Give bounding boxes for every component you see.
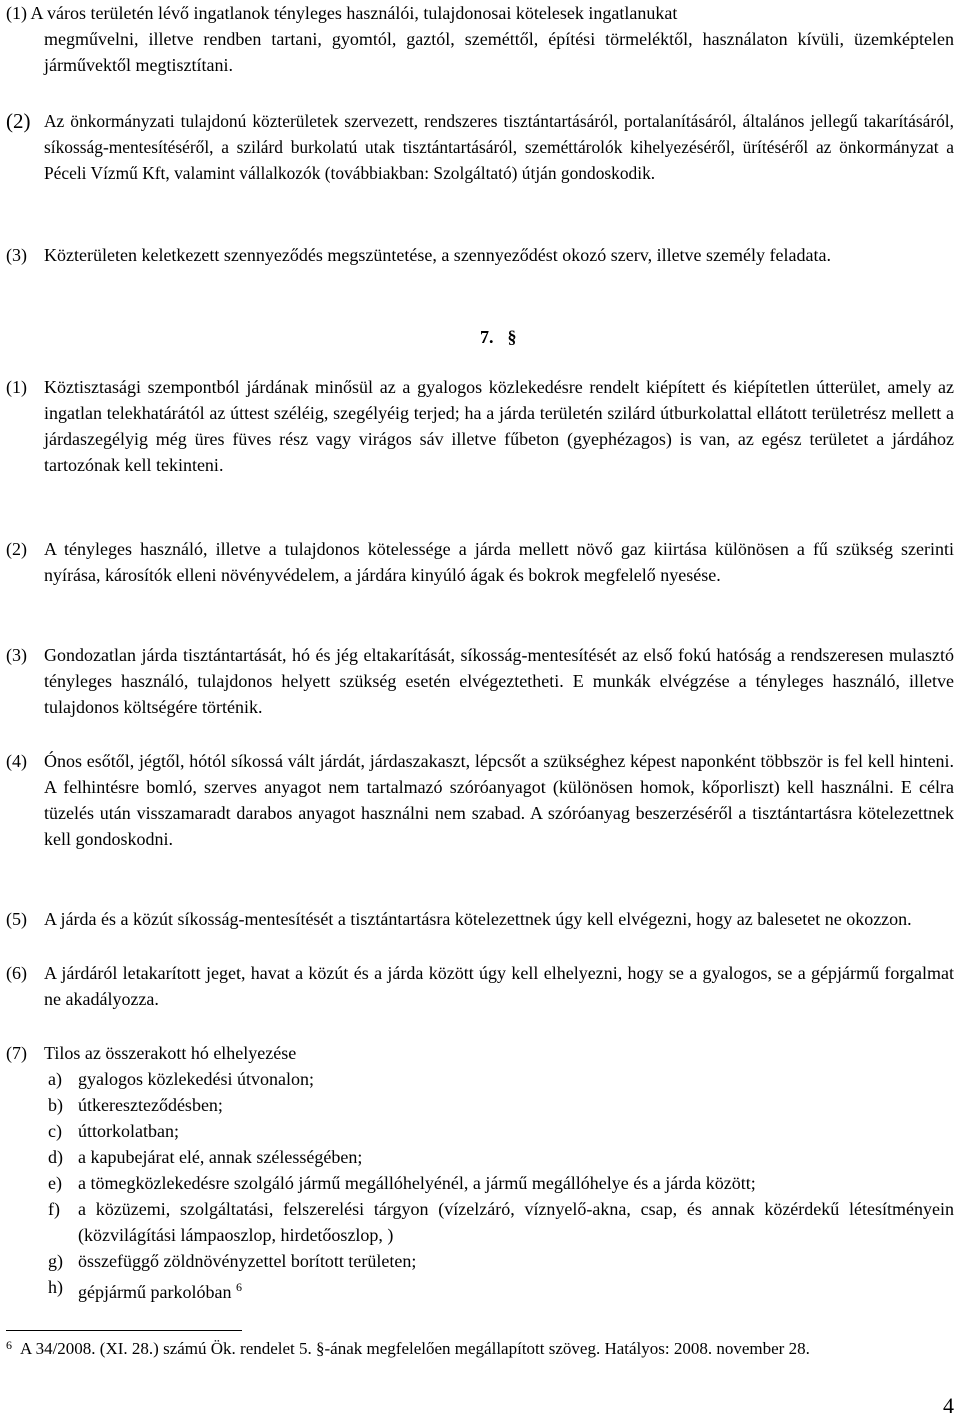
list-item-text: gyalogos közlekedési útvonalon; <box>78 1069 314 1089</box>
list-item-letter: c) <box>48 1121 62 1141</box>
section7-paragraph-3-number: (3) <box>6 645 27 665</box>
section7-paragraph-1-number: (1) <box>6 377 27 397</box>
section7-paragraph-4-number: (4) <box>6 751 27 771</box>
intro-paragraph-2 <box>6 108 954 186</box>
list-item-letter: e) <box>48 1173 62 1193</box>
intro-paragraph-3-text: Közterületen keletkezett szennyeződés megszüntetése, a szennyeződést okozó szerv, illetve személy feladata. <box>44 245 831 265</box>
section7-paragraph-3-text: Gondozatlan járda tisztántartását, hó és jég eltakarítását, síkosság-mentesítését az első fokú hatóság a rendszeresen mulasztó tényleges használó, tulajdonos helyett szükség esetén elvégeztetheti. E munkák elvégzése a tényleges használó, illetve tulajdonos költségére történik. <box>44 645 954 717</box>
list-item-letter: h) <box>48 1277 63 1297</box>
section7-paragraph-7-number: (7) <box>6 1043 27 1063</box>
intro-paragraph-2-text: Az önkormányzati tulajdonú közterületek szervezett, rendszeres tisztántartásáról, portalanításáról, általános jellegű takarításáról, síkosság-mentesítéséről, a szilárd burkolatú utak tisztántartásáról, szeméttárolók kihelyezéséről, ürítéséről az önkormányzat a Péceli Vízmű Kft, valamint vállalkozók (továbbiakban: Szolgáltató) útján gondoskodik. <box>44 111 954 183</box>
footnote-divider <box>6 1330 242 1331</box>
list-item <box>48 1274 954 1305</box>
list-item-letter: g) <box>48 1251 63 1271</box>
section7-paragraph-6 <box>6 960 954 1012</box>
list-item-text: úttorkolatban; <box>78 1121 179 1141</box>
list-item <box>48 1170 954 1196</box>
page-number: 4 <box>943 1393 954 1418</box>
section7-paragraph-4-text: Ónos esőtől, jégtől, hótól síkossá vált járdát, járdaszakaszt, lépcsőt a szükséghez képest naponként többször is fel kell hinteni. A felhintésre bomló, szerves anyagot nem tartalmazó szóróanyagot (különösen homok, kőporliszt) kell használni. E célra tüzelés után visszamaradt darabos anyagot használni nem szabad. A szóróanyag beszerzéséről a tisztántartásra kötelezettnek kell gondoskodni. <box>44 751 954 849</box>
section-sign: § <box>507 327 517 347</box>
list-item <box>48 1144 954 1170</box>
section7-paragraph-5-number: (5) <box>6 909 27 929</box>
section7-paragraph-1 <box>6 374 954 478</box>
list-item <box>48 1248 954 1274</box>
intro-paragraph-1-text-start: A város területén lévő ingatlanok tényleges használói, tulajdonosai kötelesek ingatlanukat <box>30 3 678 23</box>
section7-paragraph-4 <box>6 748 954 852</box>
section7-paragraph-2-number: (2) <box>6 539 27 559</box>
section-number: 7. <box>480 327 494 347</box>
list-item-text: a kapubejárat elé, annak szélességében; <box>78 1147 363 1167</box>
list-item <box>48 1118 954 1144</box>
section7-paragraph-1-text: Köztisztasági szempontból járdának minősül az a gyalogos közlekedésre rendelt kiépített és kiépítetlen útterület, amely az ingatlan telekhatárától az úttest széléig, szegélyéig terjed; ha a járda területén szilárd útburkolattal ellátott területrész mellett a járdaszegélyig még üres füves rész vagy virágos sáv illetve fűbeton (gyephézagos) is van, az egész területet a járdához tartozónak kell tekinteni. <box>44 377 954 475</box>
footnote-reference[interactable]: 6 <box>235 1280 242 1294</box>
list-item-letter: a) <box>48 1069 62 1089</box>
snow-placement-list <box>48 1066 954 1305</box>
list-item-text: útkereszteződésben; <box>78 1095 223 1115</box>
intro-paragraph-1 <box>6 0 954 78</box>
footnote-mark: 6 <box>6 1338 12 1352</box>
list-item-text: a tömegközlekedésre szolgáló jármű megállóhelyénél, a jármű megállóhelye és a járda között; <box>78 1173 756 1193</box>
section7-paragraph-7-text: Tilos az összerakott hó elhelyezése <box>44 1043 297 1063</box>
list-item-letter: b) <box>48 1095 63 1115</box>
list-item-text <box>78 1274 954 1305</box>
section7-paragraph-6-number: (6) <box>6 963 27 983</box>
section7-paragraph-2-text: A tényleges használó, illetve a tulajdonos kötelessége a járda mellett növő gaz kiirtása különösen a fű szükség szerinti nyírása, károsítók elleni növényvédelem, a járdára kinyúló ágak és bokrok megfelelő nyesése. <box>44 539 954 585</box>
section7-paragraph-6-text: A járdáról letakarított jeget, havat a közút és a járda között úgy kell elhelyezni, hogy se a gyalogos, se a gépjármű forgalmat ne akadályozza. <box>44 963 954 1009</box>
list-item-letter: d) <box>48 1147 63 1167</box>
list-item <box>48 1066 954 1092</box>
list-item-letter: f) <box>48 1199 60 1219</box>
footnote <box>6 1336 954 1362</box>
intro-paragraph-1-number: (1) <box>6 3 27 23</box>
section7-paragraph-3 <box>6 642 954 720</box>
list-item <box>48 1092 954 1118</box>
section7-paragraph-7 <box>6 1040 954 1066</box>
intro-paragraph-1-line1 <box>6 0 954 26</box>
section-heading <box>480 324 560 350</box>
intro-paragraph-3 <box>6 242 954 268</box>
list-item-text: a közüzemi, szolgáltatási, felszerelési tárgyon (vízelzáró, víznyelő-akna, csap, és annak közérdekű létesítményein (közvilágítási lámpaoszlop, hirdetőoszlop, ) <box>78 1199 954 1245</box>
intro-paragraph-3-number: (3) <box>6 245 27 265</box>
list-item-text: összefüggő zöldnövényzettel borított területen; <box>78 1251 417 1271</box>
section7-paragraph-5 <box>6 906 954 932</box>
intro-paragraph-2-number: (2) <box>6 109 31 133</box>
list-item <box>48 1196 954 1248</box>
section7-paragraph-5-text: A járda és a közút síkosság-mentesítését a tisztántartásra kötelezettnek úgy kell elvégezni, hogy az balesetet ne okozzon. <box>44 909 912 929</box>
section7-paragraph-2 <box>6 536 954 588</box>
intro-paragraph-1-text-rest: megművelni, illetve rendben tartani, gyomtól, gaztól, szeméttől, építési törmeléktől, használaton kívüli, üzemképtelen járművektől megtisztítani. <box>44 29 954 75</box>
footnote-text: A 34/2008. (XI. 28.) számú Ök. rendelet 5. §-ának megfelelően megállapított szöveg. Hatályos: 2008. november 28. <box>20 1339 810 1358</box>
list-item-h-text: gépjármű parkolóban <box>78 1282 232 1302</box>
